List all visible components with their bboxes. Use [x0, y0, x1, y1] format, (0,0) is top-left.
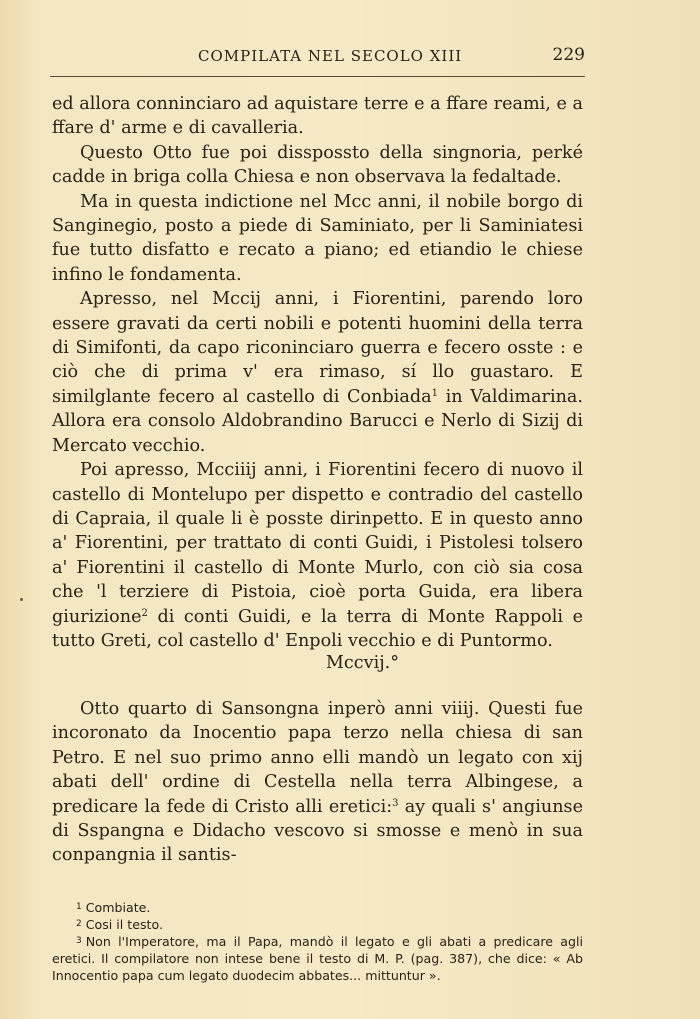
paragraph-3: Ma in questa indictione nel Mcc anni, il nobile borgo di Sanginegio, posto a piede di Saminiato, per li Saminiatesi fue tutto disfatto e recato a piano; ed etiandio le chiese infino le fondamenta.	[52, 191, 583, 285]
section-text	[52, 697, 583, 868]
section-heading: Mccvij.°	[325, 653, 400, 673]
section-paragraph-1	[52, 697, 583, 868]
footnote-text: Combiate.	[85, 900, 151, 915]
footnote-1	[52, 899, 583, 916]
footnote-ref-2: 2	[141, 607, 148, 619]
footnote-ref-3: 3	[392, 797, 399, 809]
running-title: COMPILATA NEL SECOLO XIII	[198, 47, 463, 65]
header-rule	[50, 76, 585, 77]
footnote-ref-1: 1	[431, 387, 438, 399]
paragraph-4-part-b: in Valdimarina. Allora era consolo Aldobrandino Barucci e Nerlo di Sizij di Mercato vecchio.	[52, 386, 583, 456]
margin-mark	[20, 598, 23, 601]
paragraph-5-part-a: Poi apresso, Mcciiij anni, i Fiorentini fecero di nuovo il castello di Montelupo per dispetto e contradio del castello di Capraia, il quale li è posste dirinpetto. E in questo anno a' Fiorentini, per trattato di conti Guidi, i Pistolesi tolsero a' Fiorentini il castello di Monte Murlo, con ciò sia cosa che 'l terziere di Pistoia, cioè porta Guida, era libera giurizione	[52, 460, 583, 627]
paragraph-5-part-b: di conti Guidi, e la terra di Monte Rappoli e tutto Greti, col castello d' Enpoli vecchio e di Puntormo.	[52, 606, 583, 651]
footnote-text: Non l'Imperatore, ma il Papa, mandò il legato e gli abati a predicare agli eretici. Il compilatore non intese bene il testo di M. P. (pag. 387), che dice: « Ab Innocentio papa cum legato duodecim abbates... mittuntur ».	[52, 934, 583, 983]
page-number: 229	[552, 45, 585, 65]
paragraph-4-part-a: Apresso, nel Mccij anni, i Fiorentini, parendo loro essere gravati da certi nobili e potenti huomini della terra di Simifonti, da capo riconinciaro guerra e fecero osste : e ciò che di prima v' era rimaso, sí llo guastaro. E similglante fecero al castello di Conbiada	[52, 289, 583, 407]
section-paragraph-1-part-b: ay quali s' angiunse di Sspangna e Didacho vescovo si smosse e menò in sua conpangnia il santis-	[52, 796, 583, 866]
footnote-3	[52, 933, 583, 984]
main-text	[52, 92, 583, 653]
paragraph-1: ed allora conninciaro ad aquistare terre e a ffare reami, e a ffare d' arme e di cavalleria.	[52, 94, 583, 139]
footnotes	[52, 899, 583, 984]
page-header	[50, 47, 585, 71]
section-paragraph-1-part-a: Otto quarto di Sansongna inperò anni viiij. Questi fue incoronato da Inocentio papa terzo nella chiesa di san Petro. E nel suo primo anno elli mandò un legato con xij abati dell' ordine di Cestella nella terra Albingese, a predicare la fede di Cristo alli eretici:	[52, 699, 583, 817]
paragraph-2: Questo Otto fue poi disspossto della singnoria, perké cadde in briga colla Chiesa e non observava la fedaltade.	[52, 142, 583, 188]
footnote-text: Cosi il testo.	[85, 917, 163, 932]
paragraph-5	[52, 458, 583, 653]
footnote-number: 2	[76, 919, 82, 929]
paragraph-4	[52, 287, 583, 458]
footnote-2	[52, 916, 583, 933]
footnote-number: 1	[76, 902, 82, 912]
footnote-number: 3	[76, 936, 82, 946]
